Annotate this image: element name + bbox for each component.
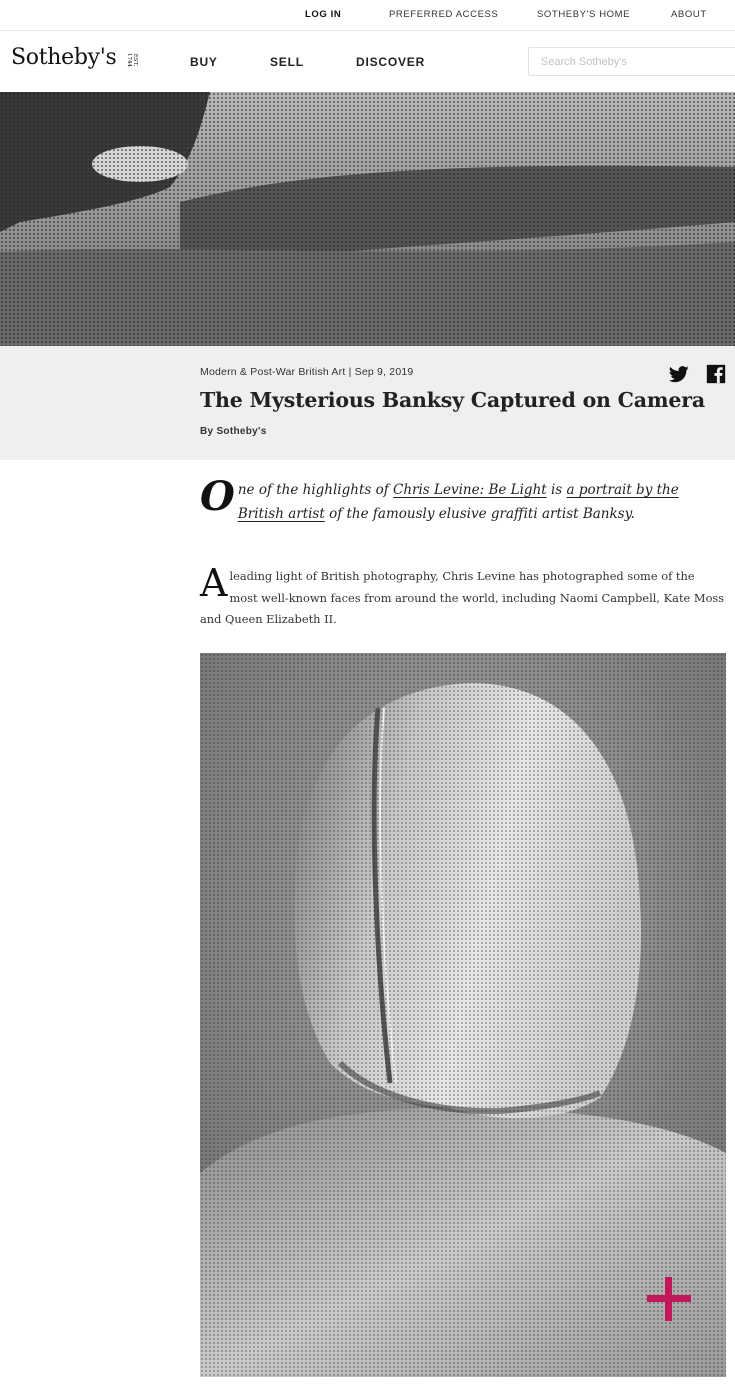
article-paragraph [200,561,725,631]
nav-sell[interactable]: SELL [270,55,304,69]
lede-text-3: of the famously elusive graffiti artist Banksy. [324,506,635,522]
twitter-icon[interactable] [669,364,689,384]
logo-est-mark: EST. 1744 [126,53,138,67]
article-byline: By Sotheby's [200,426,267,437]
facebook-icon[interactable] [706,364,726,384]
nav-discover[interactable]: DISCOVER [356,55,426,69]
hero-image [0,92,735,346]
search-input[interactable] [528,47,735,76]
sothebys-logo[interactable]: Sotheby's [11,45,117,70]
paragraph-text: leading light of British photography, Chris Levine has photographed some of the most well-known faces from around the world, including Naomi Campbell, Kate Moss and Queen Elizabeth II. [200,569,725,626]
lede-text-2: is [546,482,567,498]
about-link[interactable]: ABOUT [671,9,707,20]
nav-buy[interactable]: BUY [190,55,218,69]
lede-link-portrait[interactable]: a portrait by the British artist [237,482,679,522]
artwork-image-banksy[interactable] [200,653,726,1377]
article-meta: Modern & Post-War British Art | Sep 9, 2019 [200,366,414,378]
lede-dropcap: O [200,473,235,520]
article-title: The Mysterious Banksy Captured on Camera [200,388,705,412]
login-link[interactable]: LOG IN [305,9,342,20]
plus-icon[interactable] [645,1275,693,1323]
sothebys-home-link[interactable]: SOTHEBY'S HOME [537,9,631,20]
article-lede [200,473,725,526]
lede-text-1: ne of the highlights of [237,482,394,498]
main-nav [0,31,735,92]
utility-bar [0,0,735,31]
article-header [0,346,735,460]
lede-link-be-light[interactable]: Chris Levine: Be Light [393,482,547,498]
preferred-access-link[interactable]: PREFERRED ACCESS [389,9,499,20]
paragraph-dropcap: A [200,561,228,605]
